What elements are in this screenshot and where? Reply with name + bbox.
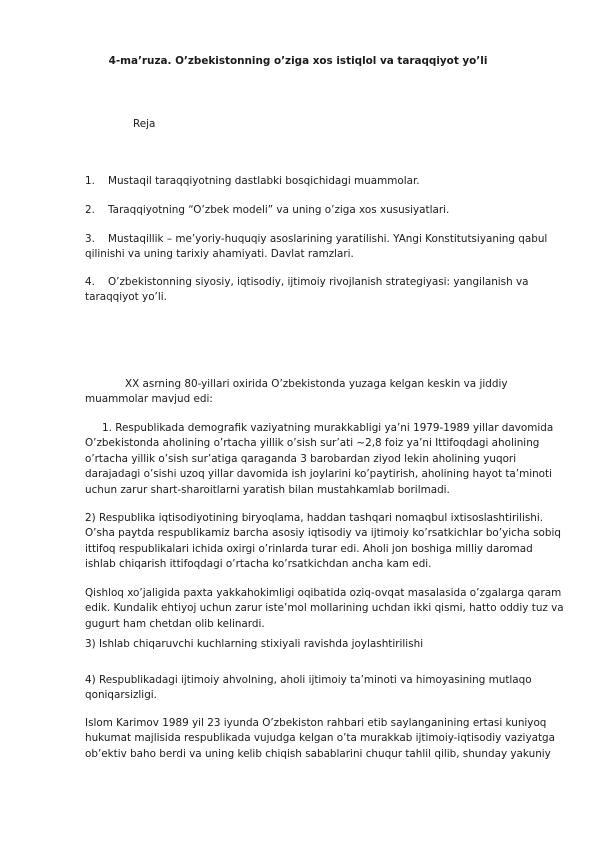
paragraph-line: qoniqarsizligi. bbox=[85, 689, 157, 702]
paragraph-line: darajadagi o’sishi uzoq yillar davomida ish joylarini ko’paytirish, aholining hayot ta’minoti bbox=[85, 468, 552, 481]
paragraph-line: O’zbekistonda aholining o’rtacha yillik o’sish sur’ati ~2,8 foiz ya’ni Ittifoqdagi aholining bbox=[85, 437, 540, 450]
paragraph-line: o’rtacha yillik o’sish sur’atiga qaraganda 3 barobardan ziyod lekin aholining yuqori bbox=[85, 452, 517, 465]
paragraph-line: muammolar mavjud edi: bbox=[85, 393, 213, 406]
plan-item-text: taraqqiyot yo’li. bbox=[85, 291, 167, 304]
plan-item-text: Taraqqiyotning “O’zbek modeli” va uning o’ziga xos xususiyatlari. bbox=[108, 204, 450, 216]
plan-item-number: 2. bbox=[85, 204, 95, 216]
paragraph-line: XX asrning 80-yillari oxirida O’zbekistonda yuzaga kelgan keskin va jiddiy bbox=[125, 378, 508, 390]
paragraph-line: 3) Ishlab chiqaruvchi kuchlarning stixiyali ravishda joylashtirilishi bbox=[85, 638, 424, 650]
paragraph-line: Islom Karimov 1989 yil 23 iyunda O’zbekiston rahbari etib saylanganining ertasi kuniyoq bbox=[85, 717, 547, 729]
paragraph-line: ittifoq respublikalari ichida oxirgi o’rinlarda turar edi. Aholi jon boshiga milliy daromad bbox=[85, 542, 533, 555]
paragraph-line: ishlab chiqarish ittifoqdagi o’rtacha ko’rsatkichdan ancha kam edi. bbox=[85, 558, 432, 571]
paragraph-line: 4) Respublikadagi ijtimoiy ahvolning, aholi ijtimoiy ta’minoti va himoyasining mutlaqo bbox=[85, 674, 532, 686]
plan-heading: Reja bbox=[133, 118, 156, 130]
plan-item-number: 3. bbox=[85, 233, 95, 245]
plan-item-text: Mustaqillik – me’yoriy-huquqiy asoslarining yaratilishi. YAngi Konstitutsiyaning qabul bbox=[108, 233, 548, 245]
paragraph-line: uchun zarur shart-sharoitlarni yaratish bilan mustahkamlab borilmadi. bbox=[85, 483, 450, 496]
paragraph-line: ob’ektiv baho berdi va uning kelib chiqish sabablarini chuqur tahlil qilib, shunday yakuniy bbox=[85, 747, 551, 760]
paragraph-line: O’sha paytda respublikamiz barcha asosiy iqtisodiy va ijtimoiy ko’rsatkichlar bo’yicha sobiq bbox=[85, 527, 561, 540]
plan-item-number: 4. bbox=[85, 276, 95, 288]
plan-item-text: qilinishi va uning tarixiy ahamiyati. Davlat ramzlari. bbox=[85, 248, 354, 261]
paragraph-line: hukumat majlisida respublikada vujudga kelgan o’ta murakkab ijtimoiy-iqtisodiy vaziyatga bbox=[85, 732, 555, 745]
paragraph-line: Qishloq xo’jaligida paxta yakkahokimligi oqibatida oziq-ovqat masalasida o’zgalarga qaram bbox=[85, 587, 562, 599]
paragraph-line: edik. Kundalik ehtiyoj uchun zarur iste’mol mollarining uchdan ikki qismi, hatto oddiy tuz va bbox=[85, 602, 564, 615]
plan-item-text: Mustaqil taraqqiyotning dastlabki bosqichidagi muammolar. bbox=[108, 175, 420, 187]
plan-item-number: 1. bbox=[85, 175, 95, 187]
paragraph-line: gugurt ham chetdan olib kelinardi. bbox=[85, 617, 265, 630]
document-title: 4-ma’ruza. O’zbekistonning o’ziga xos istiqlol va taraqqiyot yo’li bbox=[108, 55, 488, 67]
paragraph-line: 2) Respublika iqtisodiyotining biryoqlama, haddan tashqari nomaqbul ixtisoslashtirilishi. bbox=[85, 512, 544, 524]
paragraph-line: 1. Respublikada demografik vaziyatning murakkabligi ya’ni 1979-1989 yillar davomida bbox=[102, 422, 554, 434]
plan-item-text: O’zbekistonning siyosiy, iqtisodiy, ijtimoiy rivojlanish strategiyasi: yangilanish va bbox=[108, 276, 529, 288]
